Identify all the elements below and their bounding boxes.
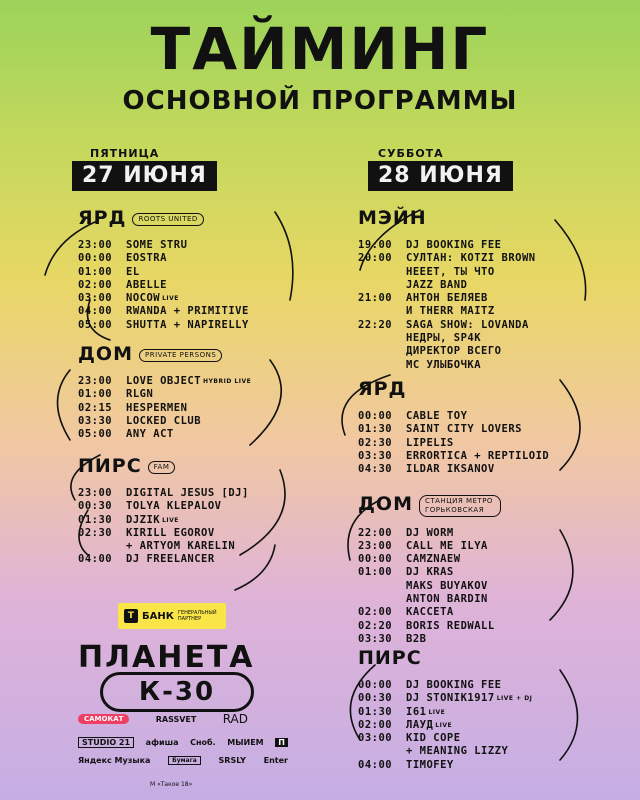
friday-stage-yard (78, 207, 249, 332)
schedule-row (78, 415, 251, 428)
friday-stage-pirs (78, 455, 249, 567)
slot-act: АНТОН БЕЛЯЕВ (406, 292, 488, 305)
schedule-row (358, 580, 501, 593)
planeta-logo: ПЛАНЕТА (78, 640, 255, 675)
schedule-row (358, 719, 532, 732)
sponsor-logo: Enter (263, 756, 288, 765)
schedule-row (358, 345, 536, 358)
schedule-row (358, 423, 549, 436)
sponsor-row-2 (78, 737, 288, 748)
slot-time: 02:00 (358, 606, 393, 619)
slot-time: 22:20 (358, 318, 393, 331)
slot-act: EOSTRA (126, 252, 167, 265)
slot-time (358, 266, 406, 279)
slot-act: СУЛТАН: KOTZI BROWN (406, 252, 536, 265)
slot-time: 00:00 (78, 252, 113, 265)
schedule-row (358, 633, 501, 646)
slot-act: DJZIK (126, 513, 161, 526)
slot-note: LIVE (162, 516, 179, 524)
slot-time (358, 279, 406, 292)
slot-time (358, 332, 406, 345)
slot-time (358, 580, 406, 593)
slot-act: DJ STONIK1917 (406, 692, 495, 705)
sponsor-logo: афиша (145, 738, 179, 747)
schedule-row (78, 279, 249, 292)
sponsor-logo: SRSLY (218, 756, 246, 765)
slot-time: 03:00 (358, 732, 393, 745)
schedule-list (78, 487, 249, 567)
stage-title: ДОМ (358, 493, 413, 515)
schedule-row (358, 239, 536, 252)
schedule-row (78, 487, 249, 500)
slot-time: 04:00 (78, 305, 113, 318)
slot-time: 00:00 (358, 410, 393, 422)
slot-time: 02:15 (78, 401, 113, 414)
saturday-stage-main (358, 207, 536, 372)
stage-title: ЯРД (358, 378, 407, 400)
slot-act: SAGA SHOW: LOVANDA (406, 318, 529, 331)
schedule-list (358, 410, 549, 476)
slot-time: 02:30 (358, 436, 393, 449)
slot-act: ANY ACT (126, 428, 174, 441)
schedule-row (358, 292, 536, 305)
slot-act: KIRILL EGOROV (126, 526, 215, 539)
slot-act: DJ KRAS (406, 566, 454, 579)
slot-act: SOME STRU (126, 239, 188, 251)
k30-logo: К-30 (100, 672, 254, 712)
slot-time: 23:00 (358, 539, 393, 552)
slot-time: 23:00 (78, 375, 113, 387)
friday-label: ПЯТНИЦА (90, 147, 160, 160)
stage-title: ДОМ (78, 343, 133, 365)
schedule-row (358, 553, 501, 566)
saturday-stage-yard (358, 378, 549, 476)
slot-note: LIVE (162, 295, 179, 303)
slot-time: 01:00 (78, 265, 113, 278)
slot-act: SAINT CITY LOVERS (406, 423, 522, 436)
schedule-row (78, 239, 249, 252)
saturday-label: СУББОТА (378, 147, 444, 160)
slot-act: LOCKED CLUB (126, 414, 202, 427)
slot-act: LOVE OBJECT (126, 375, 202, 387)
sponsor-logo: RAD (222, 712, 248, 726)
slot-time: 05:00 (78, 318, 113, 331)
slot-act: КАССЕТА (406, 606, 454, 619)
bank-note: ГЕНЕРАЛЬНЫЙ ПАРТНЕР (177, 610, 217, 622)
schedule-row (78, 527, 249, 540)
slot-time: 01:30 (358, 423, 393, 436)
bank-partner-badge (118, 603, 226, 629)
slot-note: LIVE + DJ (496, 695, 533, 703)
schedule-row (358, 527, 501, 540)
schedule-row (78, 388, 251, 401)
schedule-row (358, 566, 501, 579)
schedule-row (358, 620, 501, 633)
stage-title: ПИРС (358, 647, 422, 669)
schedule-row (358, 410, 549, 423)
schedule-row (78, 402, 251, 415)
slot-act: + MEANING LIZZY (406, 745, 509, 758)
slot-time: 23:00 (78, 239, 113, 251)
schedule-row (358, 359, 536, 372)
schedule-row (78, 514, 249, 527)
slot-time (358, 345, 406, 358)
slot-act: ЛАУД (406, 718, 434, 731)
schedule-row (358, 266, 536, 279)
slot-time (358, 593, 406, 606)
schedule-row (78, 428, 251, 441)
slot-time: 03:30 (358, 632, 393, 645)
sponsor-logo: САМОКАТ (78, 714, 129, 724)
schedule-row (358, 706, 532, 719)
page-subtitle: ОСНОВНОЙ ПРОГРАММЫ (122, 86, 518, 116)
schedule-list (358, 239, 536, 372)
slot-act: SHUTTA + NAPIRELLY (126, 318, 249, 331)
schedule-row (78, 305, 249, 318)
sponsor-logo: МЫИЕМ (227, 738, 264, 747)
slot-act: MAKS BUYAKOV (406, 579, 488, 592)
slot-time: 22:00 (358, 526, 393, 539)
schedule-row (358, 540, 501, 553)
slot-act: DJ BOOKING FEE (406, 239, 502, 251)
sponsor-logo: RASSVET (155, 714, 197, 724)
slot-act: DJ BOOKING FEE (406, 679, 502, 691)
slot-time: 02:00 (358, 718, 393, 731)
saturday-stage-pirs (358, 647, 532, 772)
slot-act: НЕЕЕТ, ТЫ ЧТО (406, 265, 495, 278)
schedule-row (78, 540, 249, 553)
stage-tag: ROOTS UNITED (132, 213, 203, 226)
schedule-row (78, 500, 249, 513)
sponsor-logo: Сноб. (190, 738, 216, 747)
slot-act: LIPELIS (406, 436, 454, 449)
slot-act: + ARTYOM KARELIN (126, 540, 236, 553)
sponsor-row-3 (78, 756, 288, 765)
slot-act: TIMOFEY (406, 758, 454, 771)
slot-time (78, 540, 126, 553)
schedule-row (358, 732, 532, 745)
slot-act: DIGITAL JESUS [DJ] (126, 487, 249, 499)
schedule-row (78, 252, 249, 265)
slot-time: 00:30 (358, 692, 393, 705)
slot-time: 02:30 (78, 526, 113, 539)
slot-act: ANTON BARDIN (406, 592, 488, 605)
stage-title: ЯРД (78, 207, 127, 229)
slot-act: ABELLE (126, 278, 167, 291)
slot-time: 02:20 (358, 619, 393, 632)
bank-logo-icon: T (124, 609, 138, 623)
slot-act: RLGN (126, 388, 154, 401)
slot-time: 01:00 (358, 566, 393, 579)
slot-time: 04:00 (358, 758, 393, 771)
slot-time: 05:00 (78, 428, 113, 441)
slot-time: 19:00 (358, 239, 393, 251)
schedule-row (358, 437, 549, 450)
slot-time: 04:00 (78, 553, 113, 566)
slot-act: DJ FREELANCER (126, 553, 215, 566)
friday-date: 27 ИЮНЯ (72, 161, 217, 191)
slot-act: МС УЛЫБОЧКА (406, 358, 482, 371)
slot-act: ILDAR IKSANOV (406, 463, 495, 476)
slot-act: ДИРЕКТОР ВСЕГО (406, 345, 502, 358)
slot-time: 01:30 (358, 705, 393, 718)
schedule-row (358, 759, 532, 772)
slot-act: CAMZNAEW (406, 553, 461, 566)
slot-act: JAZZ BAND (406, 278, 468, 291)
schedule-row (78, 375, 251, 388)
stage-tag: PRIVATE PERSONS (139, 349, 222, 362)
slot-time: 00:30 (78, 500, 113, 513)
slot-act: И THERR MAITZ (406, 305, 495, 318)
schedule-row (358, 450, 549, 463)
slot-time: 02:00 (78, 278, 113, 291)
slot-note: LIVE (428, 708, 446, 716)
slot-act: BORIS REDWALL (406, 619, 495, 632)
sponsor-logo: Яндекс Музыка (78, 756, 151, 765)
schedule-row (358, 252, 536, 265)
slot-time: 00:00 (358, 553, 393, 566)
saturday-stage-dom (358, 493, 501, 646)
schedule-list (358, 679, 532, 772)
stage-title: ПИРС (78, 455, 142, 477)
slot-act: CALL ME ILYA (406, 539, 488, 552)
slot-act: НЕДРЫ, SP4K (406, 332, 482, 345)
schedule-row (358, 745, 532, 758)
stage-title: МЭЙН (358, 207, 427, 229)
slot-act: RWANDA + PRIMITIVE (126, 305, 249, 318)
slot-act: EL (126, 265, 140, 278)
schedule-list (78, 239, 249, 332)
schedule-row (358, 319, 536, 332)
slot-time: 03:30 (78, 414, 113, 427)
schedule-list (358, 527, 501, 647)
sponsor-logo: STUDIO 21 (78, 737, 134, 748)
stage-tag: FAM (148, 461, 176, 474)
slot-act: TOLYA KLEPALOV (126, 500, 222, 513)
slot-act: ERRORTICA + REPTILOID (406, 449, 550, 462)
schedule-row (358, 692, 532, 705)
slot-time: 00:00 (358, 679, 393, 691)
slot-time (358, 359, 406, 372)
slot-act: DJ WORM (406, 526, 454, 539)
slot-time: 23:00 (78, 487, 113, 499)
slot-act: I61 (406, 705, 427, 718)
slot-time: 21:00 (358, 292, 393, 305)
sponsor-row-1 (78, 712, 248, 726)
slot-time: 01:30 (78, 513, 113, 526)
slot-act: NOCOW (126, 292, 161, 305)
schedule-row (78, 319, 249, 332)
slot-time: 03:30 (358, 449, 393, 462)
schedule-row (358, 606, 501, 619)
schedule-row (358, 463, 549, 476)
friday-stage-dom (78, 343, 251, 441)
slot-time: 04:30 (358, 463, 393, 476)
schedule-row (358, 279, 536, 292)
slot-time: 03:00 (78, 292, 113, 305)
page-title: ТАЙМИНГ (150, 15, 490, 83)
slot-time (358, 745, 406, 758)
sponsor-logo: П (275, 738, 288, 747)
schedule-row (78, 553, 249, 566)
bank-name: БАНК (142, 610, 174, 622)
slot-act: HESPERMEN (126, 401, 188, 414)
slot-act: B2B (406, 632, 427, 645)
slot-time (358, 305, 406, 318)
schedule-row (358, 593, 501, 606)
schedule-list (78, 375, 251, 441)
slot-act: CABLE TOY (406, 410, 468, 422)
footer-text: М «Такое 18» (150, 781, 193, 788)
schedule-row (78, 266, 249, 279)
schedule-row (358, 332, 536, 345)
slot-note: HYBRID LIVE (203, 378, 252, 385)
schedule-row (78, 292, 249, 305)
saturday-date: 28 ИЮНЯ (368, 161, 513, 191)
stage-tag: СТАНЦИЯ МЕТРО ГОРЬКОВСКАЯ (419, 495, 501, 517)
slot-time: 01:00 (78, 388, 113, 401)
sponsor-logo: Бумага (168, 756, 201, 765)
schedule-row (358, 679, 532, 692)
schedule-row (358, 305, 536, 318)
slot-time: 20:00 (358, 252, 393, 265)
slot-act: KID COPE (406, 732, 461, 745)
slot-note: LIVE (435, 721, 453, 729)
